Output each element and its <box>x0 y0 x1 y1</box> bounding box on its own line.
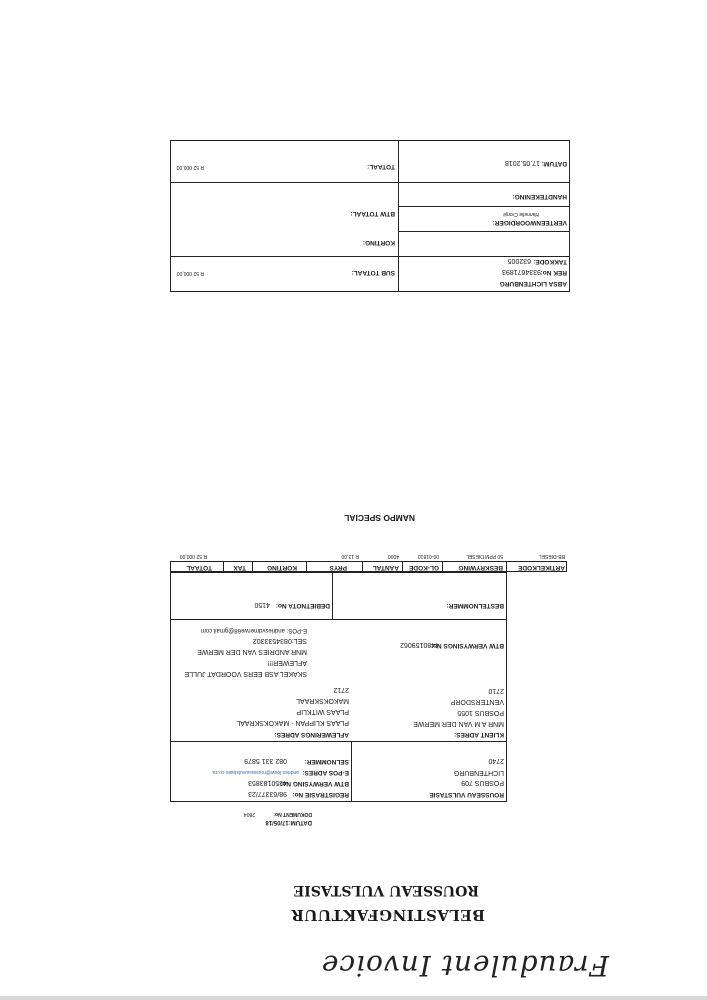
delivery-note-4: SEL:0834533302 <box>252 637 307 644</box>
item-price: R 13,00 <box>341 553 359 559</box>
grand-total-label: TOTAAL: <box>367 163 395 170</box>
delivery-note-5: E-POS: andriesvdmerwe68@gmail.com <box>200 627 307 633</box>
client-vat-label: BTW VERWYSINGS No: <box>430 642 504 649</box>
item-total: R 52 000,00 <box>179 553 207 559</box>
grand-total-value: R 52 000,00 <box>176 164 204 170</box>
delivery-address-2: PLAAS WITKLIP <box>296 708 349 715</box>
bank-name: ABSA LICHTENBURG <box>499 280 567 287</box>
delivery-address-label: AFLEWERINGS ADRES: <box>274 731 349 738</box>
supplier-vat-no: 4350183853 <box>248 779 287 786</box>
delivery-note-3: MNR ANDRIES VAN DER MERWE <box>197 648 307 655</box>
subtotal-label: SUB TOTAAL: <box>351 269 395 276</box>
client-address-1: MNR A M VAN DER MERWE <box>413 720 504 727</box>
delivery-note-1: SKAKEL ASB EERS VOORDAT JULLE <box>184 670 307 677</box>
col-header-price: PRYS <box>329 564 347 571</box>
items-header-row <box>170 561 567 572</box>
client-address-3: VENTERSDORP <box>450 698 504 705</box>
registration-label: REGISTRASIE No: <box>292 791 349 798</box>
supplier-address-1: POSBUS 709 <box>461 779 504 786</box>
delivery-address-4: 2712 <box>333 686 349 693</box>
account-no: 9334671893 <box>502 268 541 275</box>
account-no-label: REK No: <box>540 269 567 276</box>
branch-code: 632005 <box>507 257 531 264</box>
signature-label: HANDTEKENING: <box>512 193 567 200</box>
delivery-address-3: MAKOKSKRAAL <box>296 697 349 704</box>
col-header-discount: KORTING <box>267 564 297 571</box>
item-description: 50 PPM DIESEL <box>466 553 503 559</box>
cell-no: 082 331 5879 <box>244 757 287 764</box>
special-note: NAMPO SPECIAL <box>344 513 415 523</box>
branch-code-label: TAKKODE: <box>533 258 567 265</box>
item-quantity: 4000 <box>387 553 399 559</box>
item-gl-code: 00-01810 <box>417 553 439 559</box>
item-code: BB-DIESEL <box>538 553 565 559</box>
vat-total-label: BTW TOTAAL: <box>350 210 395 217</box>
col-header-code: ARTIKELKODE <box>518 564 565 571</box>
handwritten-annotation: Fraudulent Invoice <box>320 949 609 982</box>
col-header-description: BESKRYWING <box>458 564 503 571</box>
supplier-address-3: 2740 <box>488 757 504 764</box>
debit-note-label: DEBIETNOTA No: <box>275 602 330 609</box>
client-address-4: 2710 <box>488 687 504 694</box>
subtotal-value: R 52 000,00 <box>176 270 204 276</box>
client-address-2: POSBUS 1055 <box>457 709 504 716</box>
col-header-total: TOTAAL <box>186 564 212 571</box>
email-label: E-POS ADRES: <box>302 769 349 776</box>
debit-note-no: 4150 <box>254 601 270 608</box>
col-header-gl-code: GL-KODE <box>409 564 439 571</box>
client-vat-no: 4480159062 <box>400 641 439 648</box>
order-no-label: BESTELNOMMER: <box>446 602 504 609</box>
col-header-quantity: AANTAL <box>372 564 399 571</box>
company-name: ROUSSEAU VULSTASIE <box>293 882 479 898</box>
document-no: 2804 <box>243 811 255 817</box>
col-header-tax: TAX <box>233 564 246 571</box>
date-value: 17.05.2018 <box>504 159 540 166</box>
discount-label: KORTING: <box>362 239 395 246</box>
registration-no: 98/63377/23 <box>248 790 287 797</box>
scan-edge <box>0 996 707 1000</box>
client-address-label: KLIENT ADRES: <box>454 731 504 738</box>
representative-name: Hannelie Cronjé <box>503 211 539 217</box>
supplier-vat-label: BTW VERWYSING No: <box>280 780 349 787</box>
supplier-name: ROUSSEAU VULSTASIE <box>429 791 504 798</box>
supplier-address-2: LICHTENBURG <box>453 769 504 776</box>
document-title: BELASTINGFAKTUUR <box>290 906 485 924</box>
header-date: DATUM:17/05/18 <box>265 819 312 825</box>
document-no-label: DOKUMENT No: <box>273 811 312 817</box>
delivery-address-1: PLAAS KLIPPAN - MAKOKSKRAAL <box>236 719 349 726</box>
delivery-note-2: AFLEWER!!! <box>267 659 307 666</box>
cell-label: SELNOMMER: <box>304 758 349 765</box>
representative-label: VERTEENWOORDIGER: <box>492 219 567 226</box>
supplier-email: andries.louw@rousseauvulstasie.co.za <box>212 769 299 775</box>
date-label: DATUM: <box>541 160 567 167</box>
